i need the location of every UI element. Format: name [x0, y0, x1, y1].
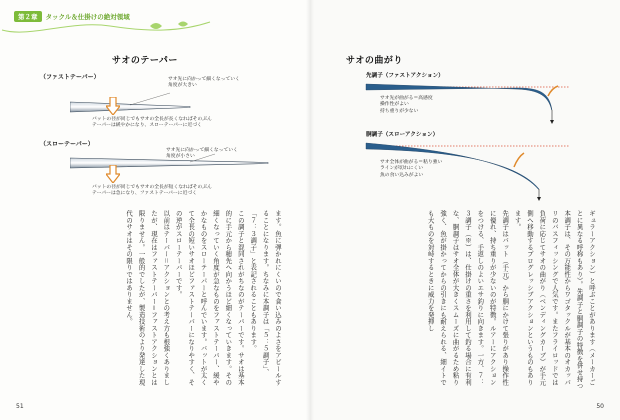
left-body-text: ます。魚に弾かれにくいので食い込みのよさをアピールすることになります。ちなみに本調子は「５：５調子」、「７：３調子」と表記されることもあります。 この調子と混同されがちなのがテーパーです。サオは基本的に手元から穂先へ向かうほど細くなっていきます。その細くなっていく角度が急なものをファストテーパー、緩やかなものをスローテーパーと呼んでいます。バットが太くて全長の短いサオほどファストテーパーになりやすく、その逆がスローテーパーです。 以前はテーパー＝アクションとの考え方も根強くありましたが、現在はファストテーパー＝ファストアクションとは限りません。一般的でしたが、製造技術のより発達した現代のサオはその限りではありません。 [125, 210, 282, 386]
slow-action-note: サオ全体が曲がる＝粘り強い ラインが切れにくい 魚の食い込みがよい [380, 160, 443, 178]
chapter-title: タックル＆仕掛けの絶対領域 [45, 12, 130, 21]
down-arrow-icon [106, 97, 120, 115]
section-title-taper: サオのテーパー [112, 56, 178, 66]
fast-taper-rod-diagram [70, 80, 240, 120]
right-page [310, 0, 620, 420]
taper-bottom-note: バットの径が同じでもサオの全長が短くなればそのぶん テーパーは急になり、ファストテーパーに近づく [92, 185, 212, 197]
fast-action-note: サオ先が曲がる＝高感度 操作性がよい 持ち重りが少ない [380, 96, 433, 114]
slow-taper-note: サオ先に向かって細くなっていく 角度が小さい [166, 148, 238, 160]
fast-taper-label: （ファストテーパー） [40, 74, 100, 81]
chapter-badge: 第２章 [14, 11, 42, 22]
chapter-header [14, 8, 130, 24]
taper-between-note: バットの径が同じでもサオの全長が長くなればそのぶん テーパーは緩やかになり、スローテーパーに近づく [92, 117, 212, 129]
section-title-bend: サオの曲がり [346, 56, 403, 66]
slow-taper-label: （スローテーパー） [40, 141, 94, 148]
right-body-text: ギュラーアクション）と呼ぶことがあります（メーカーごとに異なる呼称もあり）。先調子と胴調子の特徴を併せ持つ本調子は、その万能性からワゴタックルが基本のオカッパリのバスフィッシングで人気です。またフライロッドでは負荷に応じてサオの曲がり（ベンディングカーブ）が手元側へ移動するプログレッシブアクションというものもあります。 先調子はバット（手元）から胴にかけて張りがあり操作性に優れ、持ち重りが少ないのが特徴。ルアーにアクションをつける、手返しのよいエサ釣りに向きます。一方、７：３調子（※）は、仕掛けの重さを利用して釣る場合に有利な、胴調子はサオ全体が大きくスムーズに曲がるため粘り強く、魚が掛かってからの引きにも耐えられる、細イトでも大ものを対峙するときに威力を発揮し [426, 210, 596, 390]
book-gutter [306, 0, 314, 420]
page-number-right: 50 [596, 403, 604, 410]
fast-action-label: 先調子（ファストアクション） [366, 73, 444, 79]
slow-action-label: 胴調子（スローアクション） [366, 132, 439, 138]
fast-taper-note: サオ先に向かって細くなっていく 角度が大きい [168, 77, 240, 89]
down-arrow-icon [106, 165, 120, 183]
slow-taper-rod-diagram [70, 152, 270, 178]
page-number-left: 51 [16, 403, 24, 410]
